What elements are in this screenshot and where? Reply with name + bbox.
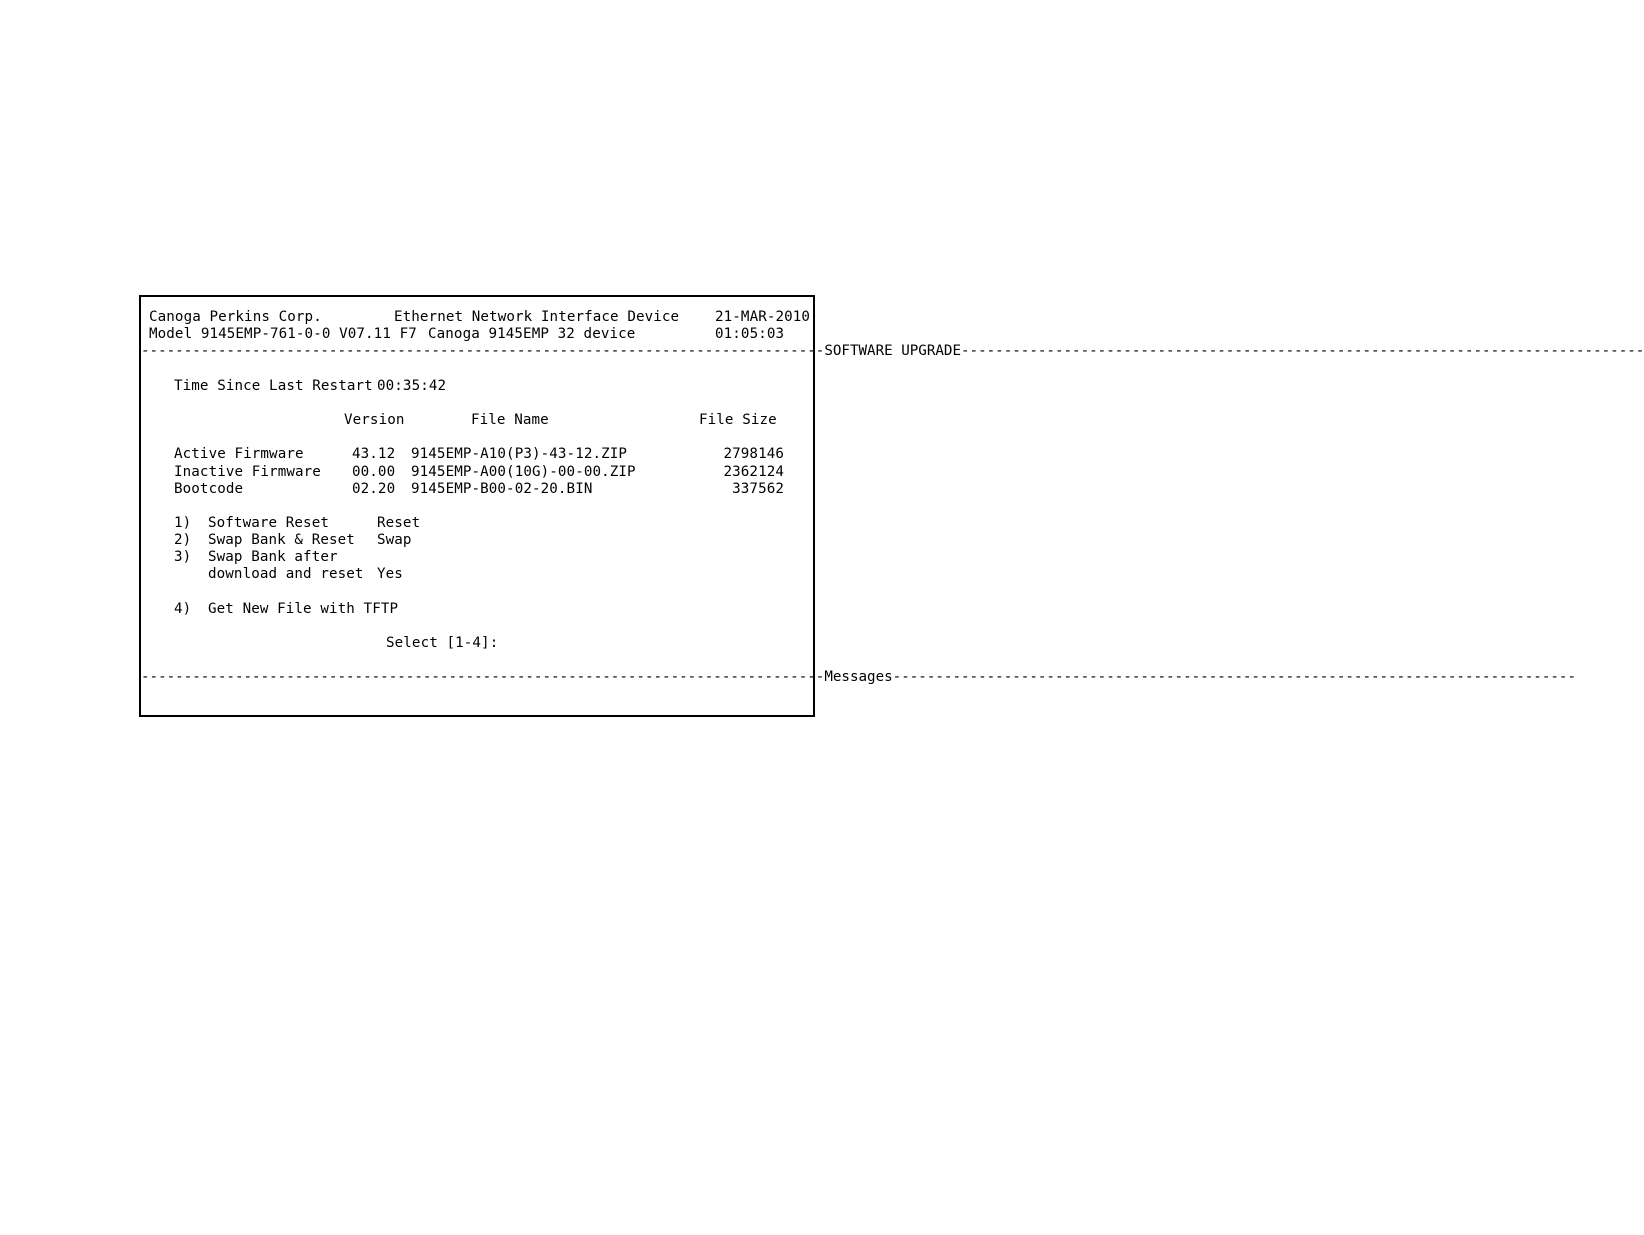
menu-item-value: Swap: [377, 532, 412, 548]
row-label: Active Firmware: [174, 446, 304, 462]
row-version: 43.12: [352, 446, 396, 462]
device-type: Ethernet Network Interface Device: [394, 309, 680, 325]
row-label: Inactive Firmware: [174, 464, 321, 480]
section-title: SOFTWARE UPGRADE: [824, 343, 961, 359]
messages-title: Messages: [824, 669, 893, 685]
table-row: [141, 464, 813, 481]
header-line-2: [141, 326, 813, 343]
menu-item-label: Swap Bank after: [208, 549, 338, 565]
menu-item-value: Yes: [377, 566, 403, 582]
select-prompt-line[interactable]: [141, 635, 813, 652]
menu-item-software-reset[interactable]: [141, 515, 813, 532]
header-time: 01:05:03: [715, 326, 785, 342]
separator-dashes-right: --------------------------------------------------------------------------------: [892, 669, 1576, 685]
separator-dashes-right: --------------------------------------------------------------------------------: [961, 343, 1644, 359]
menu-item-swap-bank-after[interactable]: [141, 549, 813, 566]
table-row: [141, 481, 813, 498]
menu-item-number: 2): [174, 532, 192, 548]
select-prompt[interactable]: Select [1-4]:: [386, 635, 499, 651]
menu-item-number: 1): [174, 515, 192, 531]
uptime-line: [141, 378, 813, 395]
separator-dashes-left: --------------------------------------------------------------------------------: [141, 669, 825, 685]
table-row: [141, 446, 813, 463]
row-file-name: 9145EMP-A00(10G)-00-00.ZIP: [411, 464, 636, 480]
header-line-1: [141, 309, 813, 326]
row-file-size: 337562: [732, 481, 784, 497]
terminal-screen: [139, 295, 1644, 717]
company-name: Canoga Perkins Corp.: [149, 309, 322, 325]
uptime-value: 00:35:42: [377, 378, 447, 394]
row-file-name: 9145EMP-B00-02-20.BIN: [411, 481, 593, 497]
menu-item-label-continued: download and reset: [208, 566, 364, 582]
menu-item-swap-bank-reset[interactable]: [141, 532, 813, 549]
firmware-table-header: [141, 412, 813, 429]
menu-item-get-new-file-tftp[interactable]: [141, 601, 813, 618]
menu-item-number: 4): [174, 601, 192, 617]
row-file-name: 9145EMP-A10(P3)-43-12.ZIP: [411, 446, 628, 462]
menu-item-number: 3): [174, 549, 192, 565]
messages-area: [141, 686, 813, 715]
menu-item-value: Reset: [377, 515, 421, 531]
menu-item-label: Swap Bank & Reset: [208, 532, 355, 548]
messages-separator: [141, 669, 1576, 686]
row-label: Bootcode: [174, 481, 244, 497]
column-header-version: Version: [344, 412, 405, 428]
row-file-size: 2362124: [723, 464, 784, 480]
menu-item-swap-bank-after-cont[interactable]: [141, 566, 813, 583]
model-string: Model 9145EMP-761-0-0 V07.11 F7: [149, 326, 417, 342]
row-file-size: 2798146: [723, 446, 784, 462]
section-separator: [141, 343, 1644, 360]
column-header-file-name: File Name: [471, 412, 549, 428]
header-date: 21-MAR-2010: [715, 309, 811, 325]
device-name: Canoga 9145EMP 32 device: [428, 326, 636, 342]
uptime-label: Time Since Last Restart: [174, 378, 373, 394]
row-version: 00.00: [352, 464, 396, 480]
row-version: 02.20: [352, 481, 396, 497]
column-header-file-size: File Size: [699, 412, 777, 428]
menu-item-label: Get New File with TFTP: [208, 601, 399, 617]
separator-dashes-left: --------------------------------------------------------------------------------: [141, 343, 825, 359]
menu-item-label: Software Reset: [208, 515, 329, 531]
